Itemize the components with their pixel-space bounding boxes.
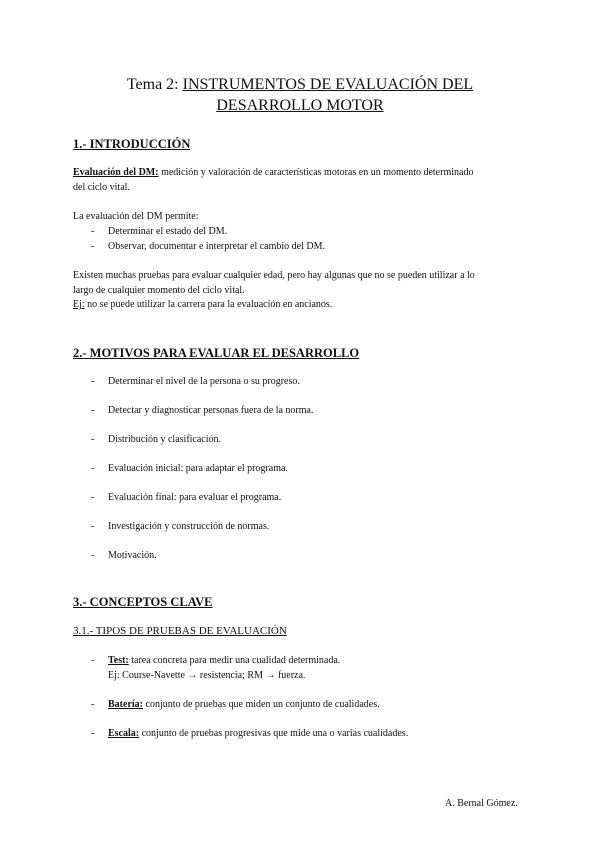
term-definition: tarea concreta para medir una cualidad determinada. <box>128 655 341 666</box>
example-text: no se puede utilizar la carrera para la evaluación en ancianos. <box>84 299 333 310</box>
subsection-3-1-heading: 3.1.- TIPOS DE PRUEBAS DE EVALUACIÓN <box>73 625 287 637</box>
allows-line: La evaluación del DM permite: <box>73 211 199 222</box>
list-item-text <box>108 698 380 713</box>
definition-text-2: del ciclo vital. <box>73 181 130 193</box>
list-item-text: Determinar el nivel de la persona o su progreso. <box>108 376 300 387</box>
definition-paragraph <box>73 166 528 195</box>
paragraph-line-1: Existen muchas pruebas para evaluar cualquier edad, pero hay algunas que no se pueden utilizar a lo <box>73 270 475 281</box>
list-item-text: Evaluación final: para evaluar el programa. <box>108 492 282 503</box>
bullet-dash: - <box>91 521 95 532</box>
list-item-text: Investigación y construcción de normas. <box>108 521 270 532</box>
bullet-dash: - <box>91 699 95 710</box>
bullet-dash: - <box>91 226 95 237</box>
bullet-dash: - <box>91 655 95 666</box>
document-title <box>0 74 600 116</box>
list-item-text <box>108 727 408 742</box>
title-line-1 <box>0 74 600 95</box>
list-item-text: Determinar el estado del DM. <box>108 226 228 237</box>
bullet-dash: - <box>91 241 95 252</box>
bullet-dash: - <box>91 550 95 561</box>
bullet-dash: - <box>91 463 95 474</box>
section-1-heading: 1.- INTRODUCCIÓN <box>73 137 191 151</box>
list-item-text: Evaluación inicial: para adaptar el programa. <box>108 463 288 474</box>
definition-text-1: medición y valoración de características motoras en un momento determinado <box>158 167 474 178</box>
list-item-text: Observar, documentar e interpretar el cambio del DM. <box>108 241 326 252</box>
list-item-text: Detectar y diagnosticar personas fuera de la norma. <box>108 405 314 416</box>
evaluation-paragraph <box>73 269 528 313</box>
definition-label: Evaluación del DM: <box>73 167 159 178</box>
title-line-2 <box>0 95 600 116</box>
term-definition: conjunto de pruebas que miden un conjunto de cualidades. <box>143 699 380 710</box>
example-line: Ej: Course-Navette → resistencia; RM → fuerza. <box>108 670 306 681</box>
title-text-line-1: INSTRUMENTOS DE EVALUACIÓN DEL <box>182 76 474 93</box>
term-label: Escala: <box>108 728 140 739</box>
paragraph-line-2: largo de cualquier momento del ciclo vital. <box>73 284 245 296</box>
bullet-dash: - <box>91 405 95 416</box>
term-label: Test: <box>108 655 129 666</box>
author-footer: A. Bernal Gómez. <box>445 798 518 809</box>
bullet-dash: - <box>91 728 95 739</box>
list-item-text: Motivación. <box>108 550 157 561</box>
section-2-heading: 2.- MOTIVOS PARA EVALUAR EL DESARROLLO <box>73 346 360 360</box>
list-item-text: Distribución y clasificación. <box>108 434 222 445</box>
term-definition: conjunto de pruebas progresivas que mide una o varias cualidades. <box>139 728 409 739</box>
title-prefix: Tema 2: <box>126 76 183 93</box>
bullet-dash: - <box>91 376 95 387</box>
term-label: Batería: <box>108 699 143 710</box>
list-item-text <box>108 654 340 669</box>
bullet-dash: - <box>91 492 95 503</box>
section-3-heading: 3.- CONCEPTOS CLAVE <box>73 595 213 609</box>
example-label: Ej: <box>73 299 85 310</box>
bullet-dash: - <box>91 434 95 445</box>
title-text-line-2: DESARROLLO MOTOR <box>216 97 384 114</box>
